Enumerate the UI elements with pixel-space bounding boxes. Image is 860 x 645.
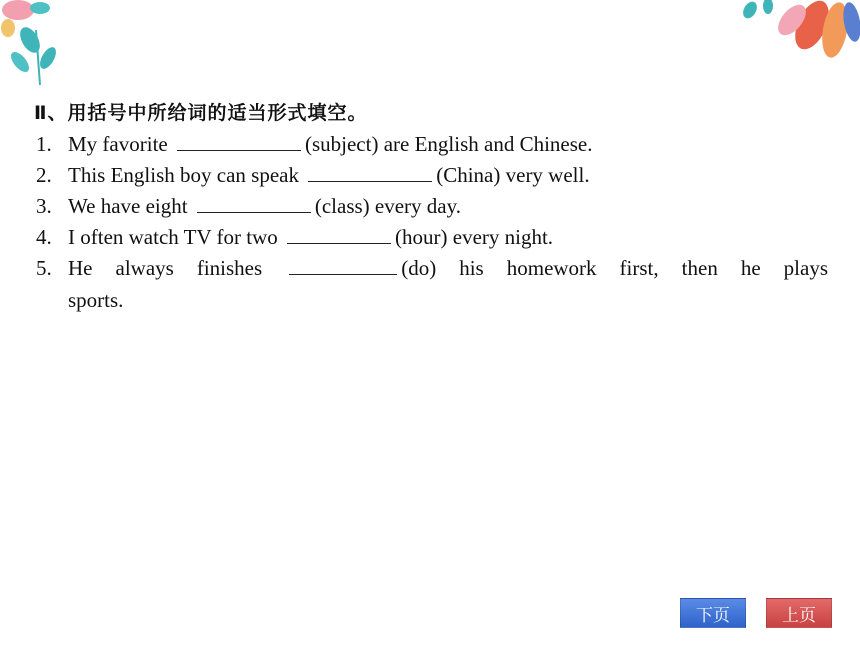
section-title: Ⅱ、用括号中所给词的适当形式填空。 <box>34 102 368 124</box>
question-number: 2. <box>36 163 52 187</box>
question-text-before: My favorite <box>68 132 168 156</box>
floral-decoration-right <box>730 0 860 75</box>
answer-blank[interactable] <box>289 256 397 275</box>
question-text-after: (subject) are English and Chinese. <box>304 132 593 156</box>
question-text-after: (class) every day. <box>314 194 461 218</box>
question-text-after: (hour) every night. <box>395 225 554 249</box>
question-1 <box>36 129 828 160</box>
question-text-before: We have eight <box>68 194 188 218</box>
answer-blank[interactable] <box>197 194 311 213</box>
question-5-continuation: sports. <box>68 288 124 312</box>
question-text-before: He always finishes <box>68 256 263 280</box>
question-text-before: This English boy can speak <box>68 163 299 187</box>
question-number: 1. <box>36 132 52 156</box>
next-page-button[interactable]: 下页 <box>680 598 746 628</box>
question-text-after: (China) very well. <box>436 163 590 187</box>
question-text-before: I often watch TV for two <box>68 225 278 249</box>
answer-blank[interactable] <box>287 225 391 244</box>
question-text-after: (do) his homework first, then he plays <box>401 256 828 280</box>
previous-page-button[interactable]: 上页 <box>766 598 832 628</box>
question-number: 4. <box>36 225 52 249</box>
question-5 <box>36 253 828 284</box>
question-2 <box>36 160 828 191</box>
question-number: 3. <box>36 194 52 218</box>
answer-blank[interactable] <box>177 132 301 151</box>
question-4 <box>36 222 828 253</box>
answer-blank[interactable] <box>308 163 432 182</box>
floral-decoration-left <box>0 0 90 90</box>
question-number: 5. <box>36 256 52 280</box>
question-3 <box>36 191 828 222</box>
